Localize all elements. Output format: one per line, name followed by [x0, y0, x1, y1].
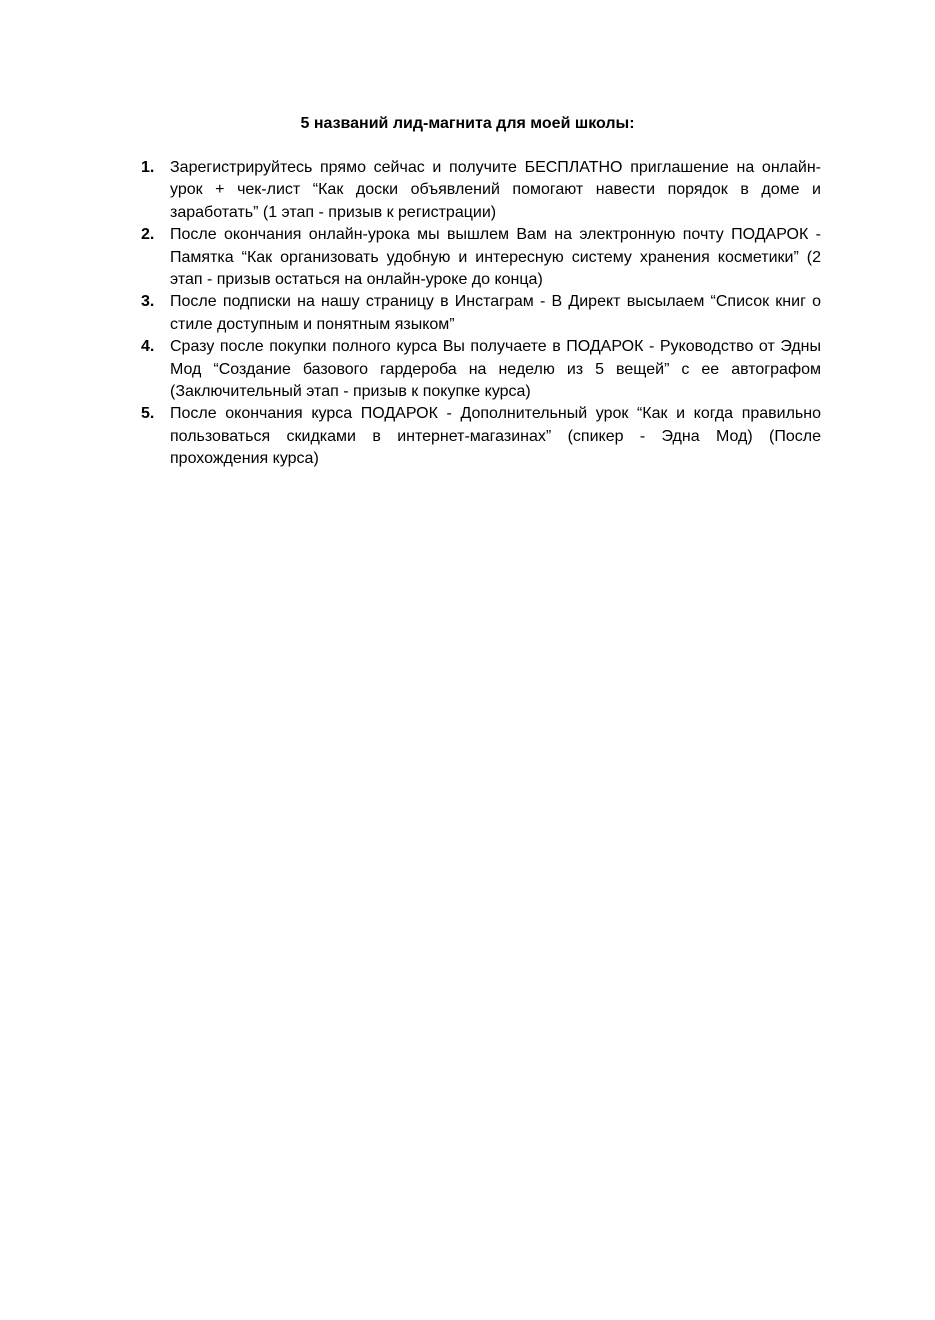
list-item: [141, 336, 821, 403]
list-item: [141, 157, 821, 224]
list-item-number: 3.: [141, 293, 155, 311]
list-item-number: 2.: [141, 226, 155, 244]
list-item-text: Зарегистрируйтесь прямо сейчас и получите БЕСПЛАТНО приглашение на онлайн-урок + чек-лист “Как доски объявлений помогают навести порядок в доме и заработать” (1 этап - призыв к регистрации): [170, 159, 821, 221]
list-item-text: Сразу после покупки полного курса Вы получаете в ПОДАРОК - Руководство от Эдны Мод “Создание базового гардероба на неделю из 5 вещей” с ее автографом (Заключительный этап - призыв к покупке курса): [170, 338, 821, 401]
document-title: 5 названий лид-магнита для моей школы:: [300, 115, 635, 132]
list-item-text: После окончания курса ПОДАРОК - Дополнительный урок “Как и когда правильно пользоваться скидками в интернет-магазинах” (спикер - Эдна Мод) (После прохождения курса): [170, 405, 821, 468]
list-item: [141, 291, 821, 336]
list-item-number: 1.: [141, 159, 155, 176]
list-item-text: После подписки на нашу страницу в Инстаграм - В Директ высылаем “Список книг о стиле доступным и понятным языком”: [170, 293, 821, 333]
list-item-text: После окончания онлайн-урока мы вышлем Вам на электронную почту ПОДАРОК - Памятка “Как организовать удобную и интересную систему хранения косметики” (2 этап - призыв остаться на онлайн-уроке до конца): [170, 226, 821, 289]
list-item-number: 5.: [141, 405, 155, 423]
list-item: [141, 224, 821, 291]
list-item-number: 4.: [141, 338, 155, 356]
list-item: [141, 403, 821, 470]
lead-magnet-list: [141, 157, 821, 471]
